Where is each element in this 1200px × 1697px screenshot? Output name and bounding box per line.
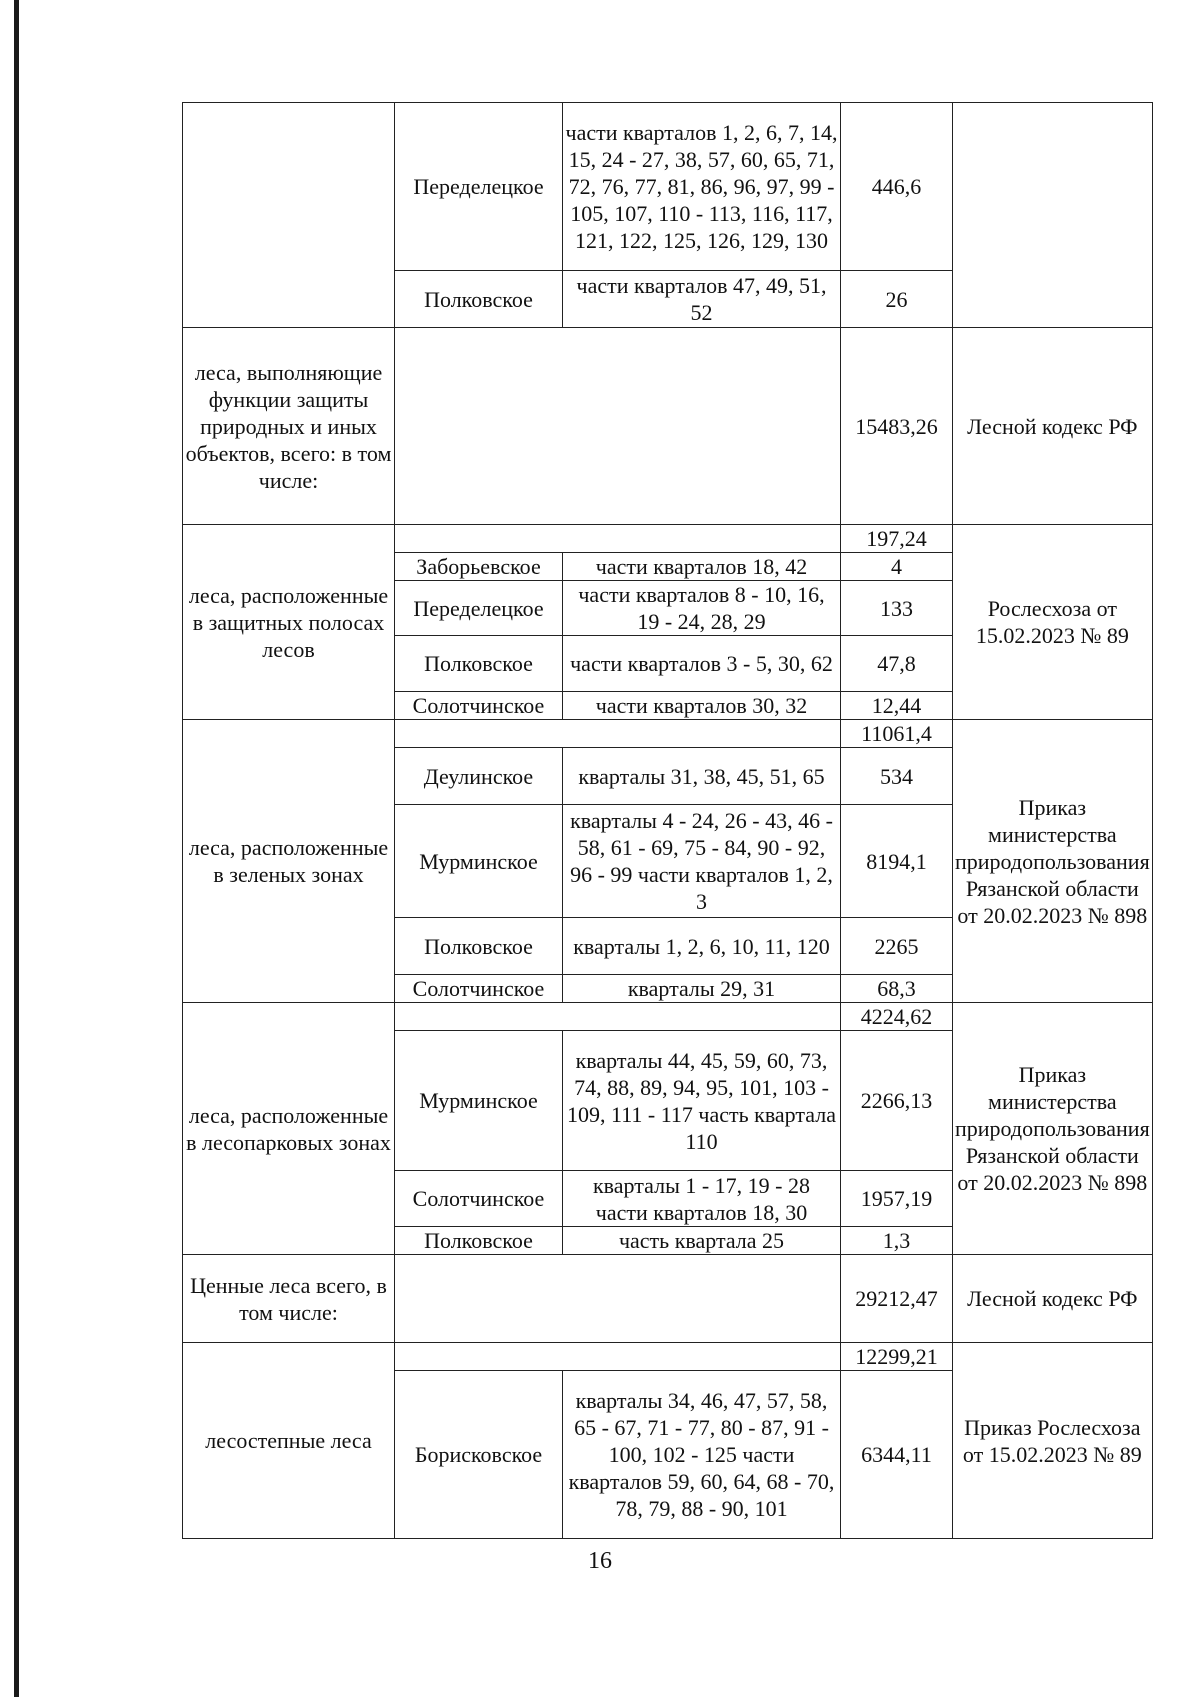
area-cell: 1,3 [841,1227,953,1255]
area-cell: 4 [841,553,953,581]
area-cell: 2266,13 [841,1031,953,1171]
area-cell: 2265 [841,918,953,975]
district-cell: Солотчинское [395,975,563,1003]
district-cell: Деулинское [395,748,563,805]
basis-cell [953,103,1153,328]
table-row [183,720,1153,748]
quarters-cell: кварталы 29, 31 [563,975,841,1003]
district-cell: Полковское [395,1227,563,1255]
district-cell: Мурминское [395,1031,563,1171]
quarters-cell: части кварталов 30, 32 [563,692,841,720]
quarters-cell: кварталы 31, 38, 45, 51, 65 [563,748,841,805]
table-row [183,103,1153,271]
category-cell: леса, расположенные в лесопарковых зонах [183,1003,395,1255]
area-cell: 68,3 [841,975,953,1003]
empty-cell [395,1343,841,1371]
table-row [183,328,1153,525]
quarters-cell: части кварталов 18, 42 [563,553,841,581]
district-cell: Мурминское [395,805,563,918]
table-row [183,525,1153,553]
basis-cell: Рослесхоза от 15.02.2023 № 89 [953,525,1153,720]
quarters-cell: кварталы 1, 2, 6, 10, 11, 120 [563,918,841,975]
area-cell: 534 [841,748,953,805]
basis-cell: Приказ Рослесхоза от 15.02.2023 № 89 [953,1343,1153,1539]
empty-cell [395,525,841,553]
category-cell [183,103,395,328]
area-cell: 26 [841,271,953,328]
quarters-cell: кварталы 4 - 24, 26 - 43, 46 - 58, 61 - 69, 75 - 84, 90 - 92, 96 - 99 части кварталов 1, 2, 3 [563,805,841,918]
district-cell: Переделецкое [395,103,563,271]
area-cell: 47,8 [841,636,953,692]
quarters-cell: части кварталов 1, 2, 6, 7, 14, 15, 24 - 27, 38, 57, 60, 65, 71, 72, 76, 77, 81, 86, 96, 97, 99 - 105, 107, 110 - 113, 116, 117, 121, 122, 125, 126, 129, 130 [563,103,841,271]
basis-cell: Приказ министерства природопользования Рязанской области от 20.02.2023 № 898 [953,720,1153,1003]
area-cell: 1957,19 [841,1171,953,1227]
district-cell: Солотчинское [395,692,563,720]
area-cell: 12,44 [841,692,953,720]
area-cell: 6344,11 [841,1371,953,1539]
binding-edge [14,0,19,1697]
empty-cell [395,1003,841,1031]
forest-protection-table [182,102,1153,1539]
district-cell: Полковское [395,271,563,328]
table-row [183,1255,1153,1343]
category-cell: леса, расположенные в зеленых зонах [183,720,395,1003]
area-total-cell: 12299,21 [841,1343,953,1371]
district-cell: Борисковское [395,1371,563,1539]
quarters-cell: части кварталов 47, 49, 51, 52 [563,271,841,328]
area-cell: 133 [841,581,953,636]
table-row [183,1003,1153,1031]
area-cell: 15483,26 [841,328,953,525]
category-cell: леса, расположенные в защитных полосах лесов [183,525,395,720]
district-cell: Переделецкое [395,581,563,636]
quarters-cell: кварталы 44, 45, 59, 60, 73, 74, 88, 89, 94, 95, 101, 103 - 109, 111 - 117 часть квартала 110 [563,1031,841,1171]
district-cell: Полковское [395,918,563,975]
quarters-cell: часть квартала 25 [563,1227,841,1255]
area-total-cell: 11061,4 [841,720,953,748]
empty-cell [395,1255,841,1343]
district-cell: Заборьевское [395,553,563,581]
category-cell: леса, выполняющие функции защиты природных и иных объектов, всего: в том числе: [183,328,395,525]
page-number: 16 [588,1548,612,1574]
category-cell: Ценные леса всего, в том числе: [183,1255,395,1343]
table-row [183,1343,1153,1371]
basis-cell: Лесной кодекс РФ [953,1255,1153,1343]
basis-cell: Лесной кодекс РФ [953,328,1153,525]
district-cell: Солотчинское [395,1171,563,1227]
quarters-cell: кварталы 34, 46, 47, 57, 58, 65 - 67, 71 - 77, 80 - 87, 91 - 100, 102 - 125 части кварталов 59, 60, 64, 68 - 70, 78, 79, 88 - 90, 101 [563,1371,841,1539]
area-cell: 8194,1 [841,805,953,918]
area-total-cell: 4224,62 [841,1003,953,1031]
quarters-cell: части кварталов 8 - 10, 16, 19 - 24, 28, 29 [563,581,841,636]
district-cell: Полковское [395,636,563,692]
empty-cell [395,720,841,748]
basis-cell: Приказ министерства природопользования Рязанской области от 20.02.2023 № 898 [953,1003,1153,1255]
category-cell: лесостепные леса [183,1343,395,1539]
quarters-cell: части кварталов 3 - 5, 30, 62 [563,636,841,692]
empty-cell [395,328,841,525]
area-cell: 29212,47 [841,1255,953,1343]
area-cell: 446,6 [841,103,953,271]
quarters-cell: кварталы 1 - 17, 19 - 28 части кварталов 18, 30 [563,1171,841,1227]
area-total-cell: 197,24 [841,525,953,553]
